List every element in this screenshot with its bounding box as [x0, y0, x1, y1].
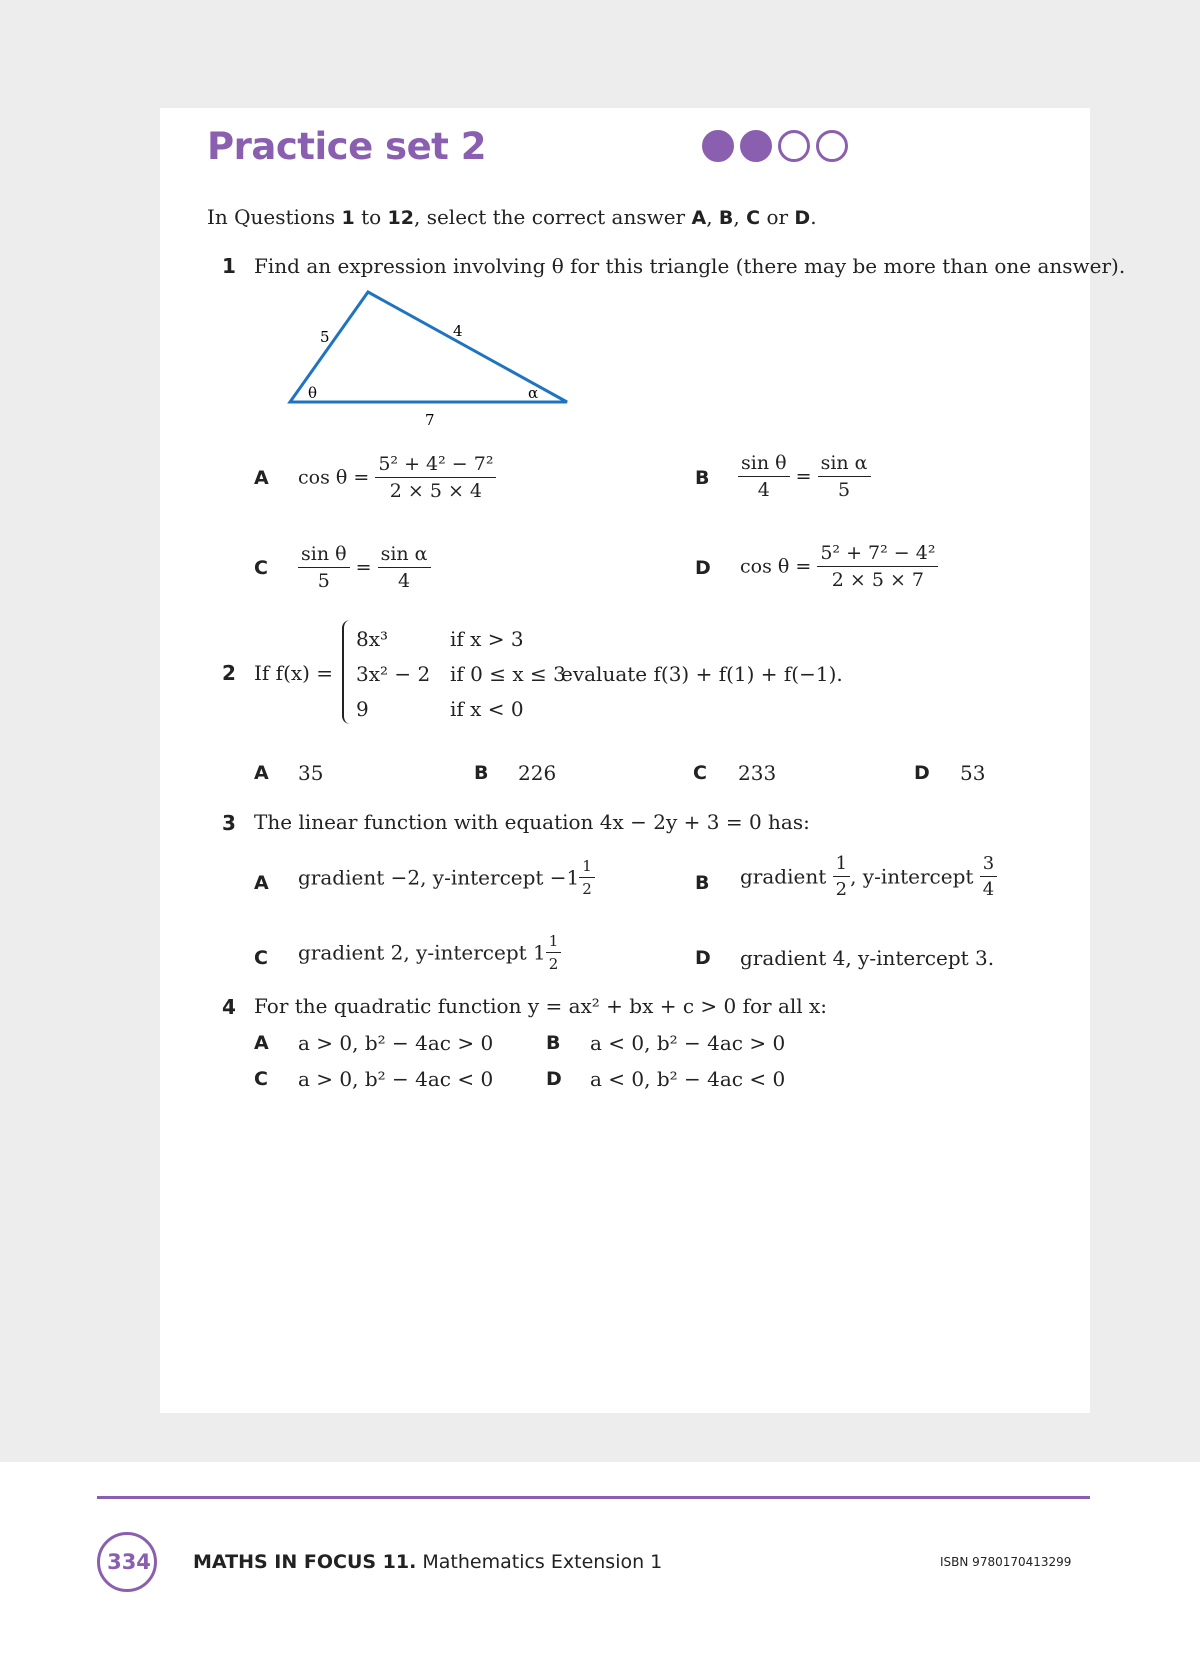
question-text: Find an expression involving θ for this triangle (there may be more than one answer). [254, 254, 1126, 278]
option-a-expression: gradient −2, y-intercept −1 $\frac{1}{2}$ [298, 857, 595, 898]
option-label: B [695, 872, 710, 894]
angle-label-left: θ [308, 384, 318, 402]
option-label: B [695, 467, 710, 489]
option-label: C [254, 947, 268, 969]
case-expression: 8x³ [356, 627, 389, 651]
option-text: a > 0, b² − 4ac > 0 [298, 1031, 494, 1055]
option-c-expression: $\frac{\text{sin θ}}{5}$ = $\frac{\text{sin α}}{4}$ [298, 543, 431, 592]
option-value: 233 [738, 761, 777, 785]
option-label: C [693, 762, 707, 784]
option-label: D [914, 762, 930, 784]
question-text: The linear function with equation 4x − 2y + 3 = 0 has: [254, 810, 810, 834]
difficulty-dot-filled-icon [740, 130, 772, 162]
option-label: B [474, 762, 489, 784]
option-d-expression: cos θ = $\frac{\text{5² + 7² − 4²}}{2 \times 5 \times 7}$ [740, 542, 938, 591]
case-condition: if x < 0 [450, 697, 524, 721]
option-label: D [695, 947, 711, 969]
option-value: 35 [298, 761, 324, 785]
option-label: A [254, 872, 269, 894]
option-b-expression: $\frac{\text{sin θ}}{4}$ = $\frac{\text{sin α}}{5}$ [738, 452, 871, 501]
triangle-diagram [280, 280, 580, 430]
angle-label-right: α [528, 384, 539, 402]
option-text: a < 0, b² − 4ac > 0 [590, 1031, 786, 1055]
option-label: D [546, 1068, 562, 1090]
question-text: For the quadratic function y = ax² + bx + c > 0 for all x: [254, 994, 828, 1018]
side-label-right: 4 [453, 322, 463, 340]
option-c-expression: gradient 2, y-intercept 1 $\frac{1}{2}$ [298, 932, 561, 973]
footer-rule [97, 1496, 1090, 1499]
side-label-bottom: 7 [425, 411, 435, 429]
option-text: a < 0, b² − 4ac < 0 [590, 1067, 786, 1091]
option-label: A [254, 762, 269, 784]
option-a-expression: cos θ = $\frac{\text{5² + 4² − 7²}}{2 \times 5 \times 4}$ [298, 453, 496, 502]
page-title: Practice set 2 [207, 125, 486, 168]
case-condition: if x > 3 [450, 627, 524, 651]
piecewise-brace-icon [342, 620, 354, 724]
option-label: C [254, 557, 268, 579]
question-number: 2 [222, 661, 236, 685]
book-title: MATHS IN FOCUS 11. Mathematics Extension 1 [193, 1551, 663, 1573]
question-number: 1 [222, 254, 236, 278]
option-label: C [254, 1068, 268, 1090]
difficulty-dot-empty-icon [816, 130, 848, 162]
instructions: In Questions 1 to 12, select the correct answer A, B, C or D. [207, 205, 817, 229]
triangle-shape [290, 292, 567, 402]
question-tail: evaluate f(3) + f(1) + f(−1). [561, 662, 843, 686]
option-label: A [254, 467, 269, 489]
option-value: 53 [960, 761, 986, 785]
question-number: 3 [222, 811, 236, 835]
question-lead: If f(x) = [254, 661, 334, 685]
difficulty-dot-empty-icon [778, 130, 810, 162]
difficulty-dot-filled-icon [702, 130, 734, 162]
case-expression: 9 [356, 697, 369, 721]
option-text: a > 0, b² − 4ac < 0 [298, 1067, 494, 1091]
side-label-left: 5 [320, 328, 330, 346]
option-value: 226 [518, 761, 557, 785]
question-number: 4 [222, 995, 236, 1019]
page-number: 334 [107, 1550, 151, 1574]
case-expression: 3x² − 2 [356, 662, 431, 686]
isbn: ISBN 9780170413299 [940, 1555, 1072, 1569]
option-d-expression: gradient 4, y-intercept 3. [740, 946, 995, 970]
option-label: B [546, 1032, 561, 1054]
option-label: D [695, 557, 711, 579]
case-condition: if 0 ≤ x ≤ 3 [450, 662, 566, 686]
option-b-expression: gradient $\frac{1}{2}$ , y-intercept $\frac{3}{4}$ [740, 853, 997, 900]
option-label: A [254, 1032, 269, 1054]
